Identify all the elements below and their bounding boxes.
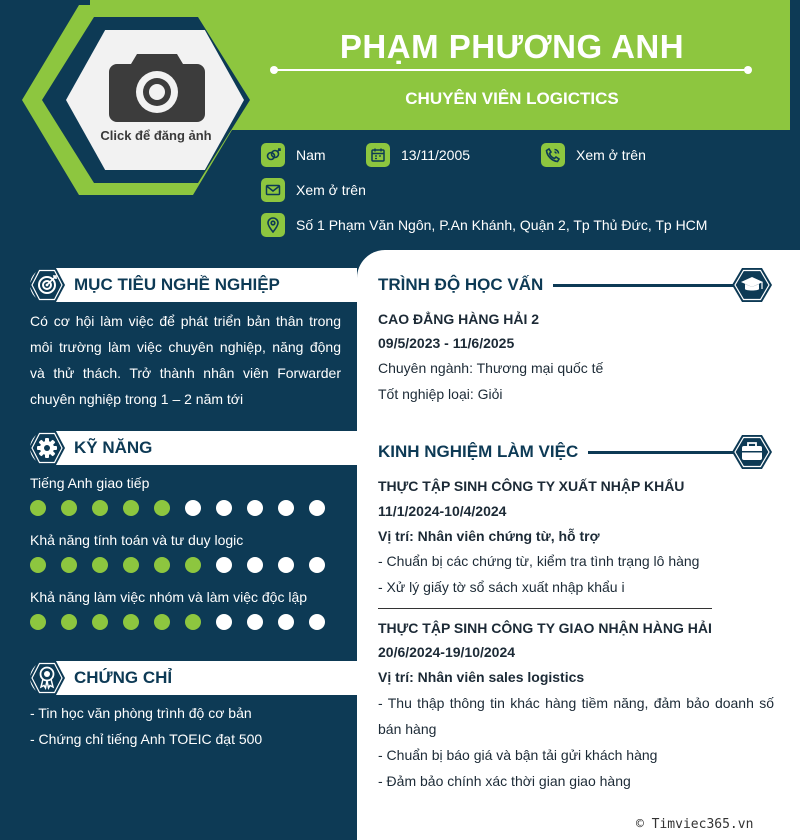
school-name: CAO ĐẲNG HÀNG HẢI 2 (378, 311, 540, 327)
experience-divider (588, 451, 738, 454)
skill-rating (30, 500, 325, 516)
rating-dot-filled (154, 500, 170, 516)
rating-dot-filled (154, 557, 170, 573)
education-header (378, 275, 739, 295)
contact-address (261, 213, 707, 237)
rating-dot-filled (61, 614, 77, 630)
birthday-value: 13/11/2005 (401, 147, 471, 163)
job-period: 11/1/2024-10/4/2024 (378, 503, 507, 519)
rating-dot-filled (92, 614, 108, 630)
contact-birthday (366, 143, 470, 167)
education-title: TRÌNH ĐỘ HỌC VẤN (378, 275, 544, 294)
rating-dot-filled (30, 614, 46, 630)
job-position: Vị trí: Nhân viên sales logistics (378, 669, 585, 685)
award-icon (28, 659, 66, 697)
email-icon (261, 178, 285, 202)
job-period: 20/6/2024-19/10/2024 (378, 644, 516, 660)
upload-photo-label[interactable]: Click để đăng ảnh (100, 128, 212, 143)
contact-gender (261, 143, 326, 167)
certificates-header (30, 661, 357, 695)
education-divider (553, 284, 739, 287)
job-task: - Chuẩn bị báo giá và bận tải gửi khách hàng (378, 747, 658, 763)
education-grade: Tốt nghiệp loại: Giỏi (378, 386, 503, 402)
contact-phone (541, 143, 646, 167)
objective-header (30, 268, 357, 302)
footer-credit: © Timviec365.vn (636, 817, 754, 832)
rating-dot-filled (30, 557, 46, 573)
camera-icon[interactable] (107, 48, 207, 122)
job-company: THỰC TẬP SINH CÔNG TY GIAO NHẬN HÀNG HẢI (378, 620, 712, 636)
certificate-item: - Tin học văn phòng trình độ cơ bản (30, 705, 252, 721)
rating-dot-filled (61, 500, 77, 516)
job-position: Vị trí: Nhân viên chứng từ, hỗ trợ (378, 528, 600, 544)
certificate-item: - Chứng chỉ tiếng Anh TOEIC đạt 500 (30, 731, 263, 747)
rating-dot-empty (247, 500, 263, 516)
rating-dot-filled (185, 614, 201, 630)
location-icon (261, 213, 285, 237)
rating-dot-filled (123, 614, 139, 630)
experience-header (378, 442, 738, 462)
target-icon (28, 266, 66, 304)
rating-dot-filled (61, 557, 77, 573)
certificates-title: CHỨNG CHỈ (74, 668, 173, 687)
skills-header (30, 431, 357, 465)
rating-dot-filled (123, 500, 139, 516)
objective-text: Có cơ hội làm việc để phát triển bản thân trong môi trường làm việc chuyên nghiệp, năng động và thử thách. Trở thành nhân viên Forwarder chuyên nghiệp trong 1 – 2 năm tới (30, 313, 341, 407)
contact-email (261, 178, 366, 202)
skill-rating (30, 614, 325, 630)
rating-dot-empty (216, 557, 232, 573)
job-title: CHUYÊN VIÊN LOGICTICS (405, 89, 619, 108)
rating-dot-filled (92, 500, 108, 516)
job-separator (378, 608, 712, 609)
rating-dot-empty (309, 614, 325, 630)
address-value: Số 1 Phạm Văn Ngôn, P.An Khánh, Quận 2, Tp Thủ Đức, Tp HCM (296, 217, 708, 233)
objective-title: MỤC TIÊU NGHỀ NGHIỆP (74, 275, 280, 294)
education-period: 09/5/2023 - 11/6/2025 (378, 335, 515, 351)
rating-dot-filled (185, 557, 201, 573)
gear-icon (28, 429, 66, 467)
job-task: - Xử lý giấy tờ sổ sách xuất nhập khẩu i (378, 579, 625, 595)
email-value: Xem ở trên (296, 182, 366, 198)
briefcase-icon (731, 433, 773, 471)
graduation-cap-icon (731, 266, 773, 304)
candidate-name: PHẠM PHƯƠNG ANH (339, 28, 685, 65)
job-company: THỰC TẬP SINH CÔNG TY XUẤT NHẬP KHẨU (378, 478, 685, 494)
phone-icon (541, 143, 565, 167)
experience-title: KINH NGHIỆM LÀM VIỆC (378, 442, 579, 461)
name-divider (272, 69, 750, 71)
rating-dot-empty (185, 500, 201, 516)
rating-dot-empty (309, 557, 325, 573)
skill-rating (30, 557, 325, 573)
rating-dot-filled (30, 500, 46, 516)
rating-dot-filled (154, 614, 170, 630)
education-major: Chuyên ngành: Thương mại quốc tế (378, 360, 604, 376)
rating-dot-empty (216, 500, 232, 516)
rating-dot-empty (309, 500, 325, 516)
job-task: - Thu thập thông tin khác hàng tiềm năng, đảm bảo doanh số bán hàng (378, 695, 774, 737)
phone-value: Xem ở trên (576, 147, 646, 163)
calendar-icon (366, 143, 390, 167)
rating-dot-empty (278, 614, 294, 630)
rating-dot-empty (216, 614, 232, 630)
rating-dot-filled (92, 557, 108, 573)
job-task: - Đảm bảo chính xác thời gian giao hàng (378, 773, 631, 789)
rating-dot-empty (247, 614, 263, 630)
skills-title: KỸ NĂNG (74, 438, 153, 457)
gender-icon (261, 143, 285, 167)
skill-label: Khả năng tính toán và tư duy logic (30, 532, 244, 548)
rating-dot-empty (278, 557, 294, 573)
rating-dot-empty (278, 500, 294, 516)
rating-dot-empty (247, 557, 263, 573)
gender-value: Nam (296, 147, 326, 163)
skill-label: Khả năng làm việc nhóm và làm việc độc lập (30, 589, 308, 605)
job-task: - Chuẩn bị các chứng từ, kiểm tra tình trạng lô hàng (378, 553, 700, 569)
skill-label: Tiếng Anh giao tiếp (30, 475, 150, 491)
rating-dot-filled (123, 557, 139, 573)
